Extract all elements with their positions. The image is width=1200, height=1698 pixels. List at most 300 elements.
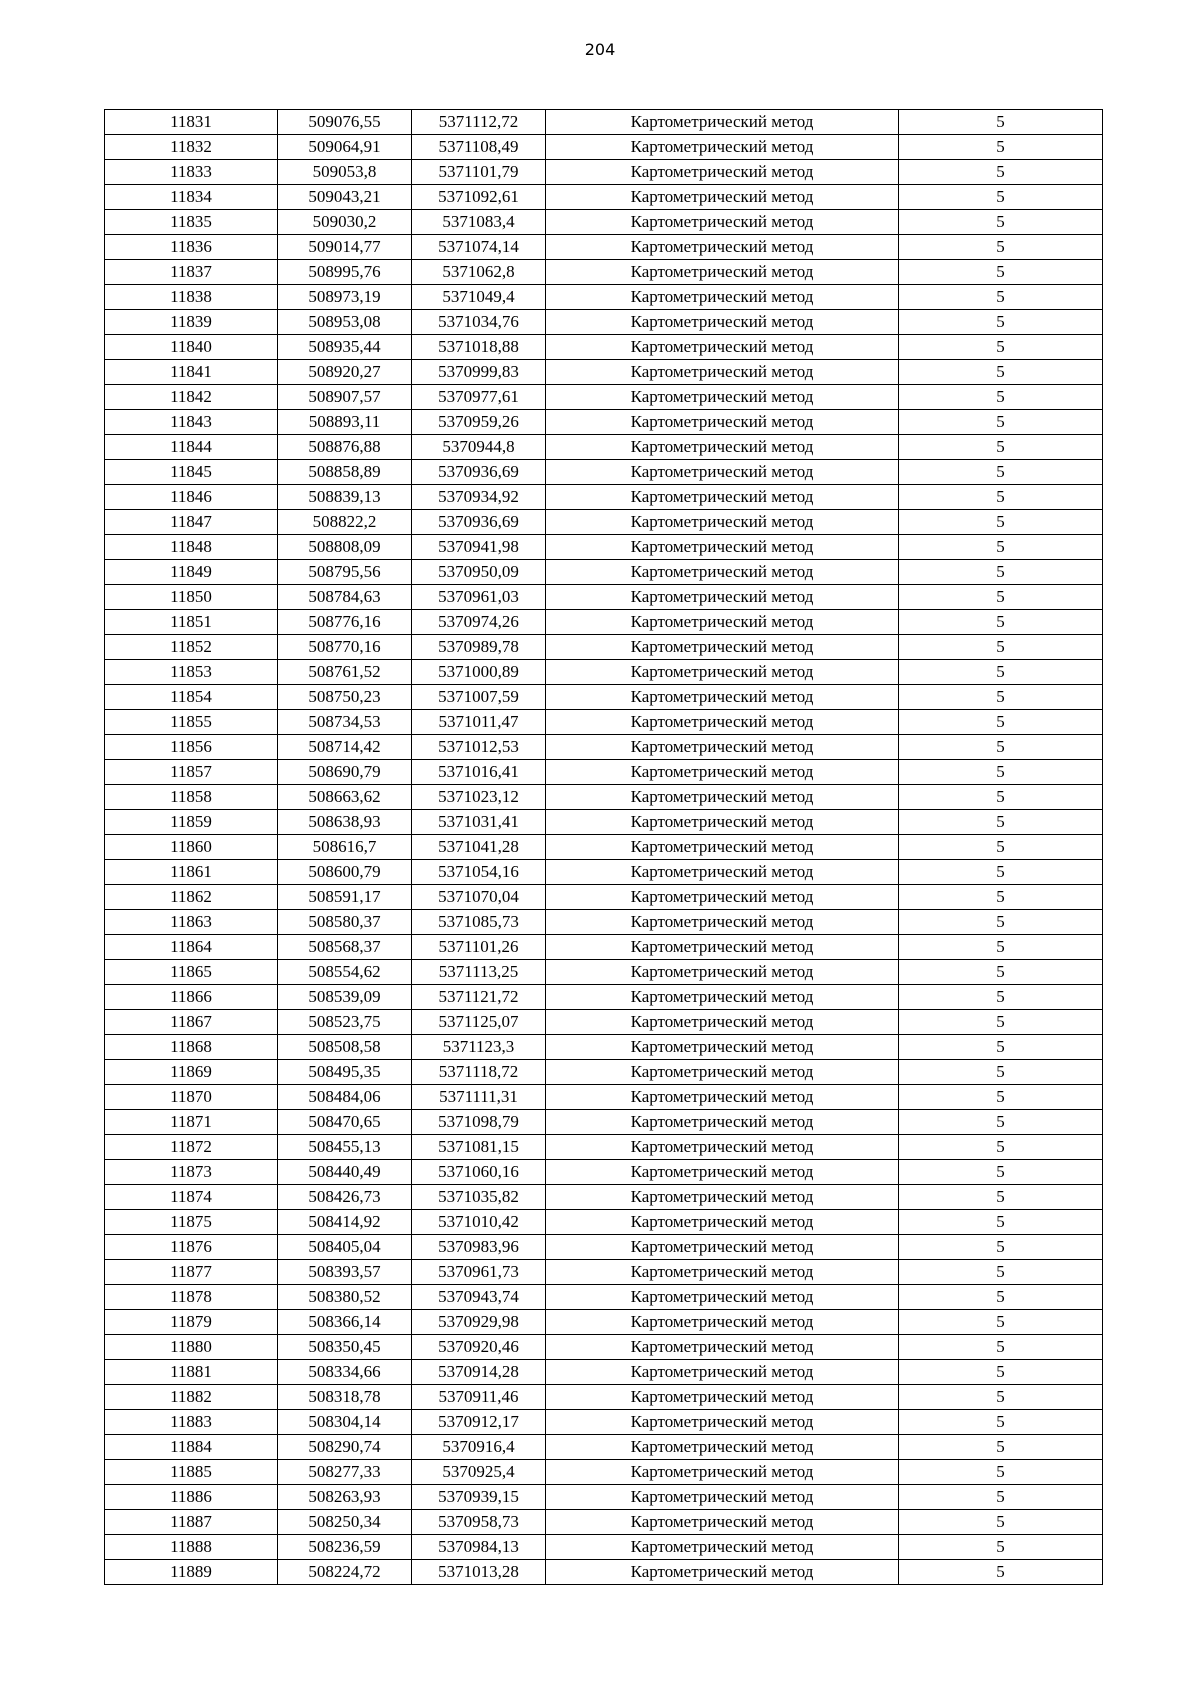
accuracy-cell: 5 [899,1485,1103,1510]
point-number-cell: 11836 [105,235,278,260]
y-coordinate-cell: 5370984,13 [412,1535,546,1560]
y-coordinate-cell: 5371121,72 [412,985,546,1010]
accuracy-cell: 5 [899,460,1103,485]
point-number-cell: 11854 [105,685,278,710]
y-coordinate-cell: 5371113,25 [412,960,546,985]
x-coordinate-cell: 508380,52 [278,1285,412,1310]
x-coordinate-cell: 508920,27 [278,360,412,385]
point-number-cell: 11856 [105,735,278,760]
point-number-cell: 11857 [105,760,278,785]
table-row [105,685,1103,710]
y-coordinate-cell: 5371101,79 [412,160,546,185]
y-coordinate-cell: 5370958,73 [412,1510,546,1535]
x-coordinate-cell: 508600,79 [278,860,412,885]
x-coordinate-cell: 508580,37 [278,910,412,935]
x-coordinate-cell: 508770,16 [278,635,412,660]
method-cell: Картометрический метод [546,585,899,610]
method-cell: Картометрический метод [546,360,899,385]
y-coordinate-cell: 5370911,46 [412,1385,546,1410]
x-coordinate-cell: 508761,52 [278,660,412,685]
accuracy-cell: 5 [899,135,1103,160]
x-coordinate-cell: 508495,35 [278,1060,412,1085]
table-row [105,235,1103,260]
accuracy-cell: 5 [899,1410,1103,1435]
x-coordinate-cell: 508426,73 [278,1185,412,1210]
x-coordinate-cell: 508290,74 [278,1435,412,1460]
table-row [105,1235,1103,1260]
table-row [105,210,1103,235]
method-cell: Картометрический метод [546,1510,899,1535]
table-row [105,1510,1103,1535]
table-row [105,960,1103,985]
table-row [105,310,1103,335]
accuracy-cell: 5 [899,810,1103,835]
x-coordinate-cell: 508318,78 [278,1385,412,1410]
x-coordinate-cell: 508440,49 [278,1160,412,1185]
table-row [105,360,1103,385]
x-coordinate-cell: 508263,93 [278,1485,412,1510]
method-cell: Картометрический метод [546,1110,899,1135]
method-cell: Картометрический метод [546,1560,899,1585]
point-number-cell: 11887 [105,1510,278,1535]
x-coordinate-cell: 508714,42 [278,735,412,760]
x-coordinate-cell: 508690,79 [278,760,412,785]
y-coordinate-cell: 5370943,74 [412,1285,546,1310]
method-cell: Картометрический метод [546,610,899,635]
x-coordinate-cell: 508663,62 [278,785,412,810]
accuracy-cell: 5 [899,1360,1103,1385]
y-coordinate-cell: 5371062,8 [412,260,546,285]
point-number-cell: 11846 [105,485,278,510]
accuracy-cell: 5 [899,385,1103,410]
x-coordinate-cell: 508508,58 [278,1035,412,1060]
method-cell: Картометрический метод [546,1360,899,1385]
y-coordinate-cell: 5371000,89 [412,660,546,685]
y-coordinate-cell: 5371007,59 [412,685,546,710]
x-coordinate-cell: 508784,63 [278,585,412,610]
table-row [105,510,1103,535]
accuracy-cell: 5 [899,710,1103,735]
method-cell: Картометрический метод [546,310,899,335]
method-cell: Картометрический метод [546,710,899,735]
method-cell: Картометрический метод [546,735,899,760]
method-cell: Картометрический метод [546,260,899,285]
table-row [105,1185,1103,1210]
y-coordinate-cell: 5371054,16 [412,860,546,885]
method-cell: Картометрический метод [546,110,899,135]
x-coordinate-cell: 508808,09 [278,535,412,560]
table-row [105,1160,1103,1185]
point-number-cell: 11881 [105,1360,278,1385]
x-coordinate-cell: 508907,57 [278,385,412,410]
method-cell: Картометрический метод [546,860,899,885]
accuracy-cell: 5 [899,285,1103,310]
table-row [105,1385,1103,1410]
accuracy-cell: 5 [899,610,1103,635]
method-cell: Картометрический метод [546,1010,899,1035]
table-row [105,185,1103,210]
method-cell: Картометрический метод [546,510,899,535]
point-number-cell: 11883 [105,1410,278,1435]
table-row [105,435,1103,460]
y-coordinate-cell: 5371125,07 [412,1010,546,1035]
y-coordinate-cell: 5370929,98 [412,1310,546,1335]
point-number-cell: 11888 [105,1535,278,1560]
accuracy-cell: 5 [899,160,1103,185]
method-cell: Картометрический метод [546,635,899,660]
point-number-cell: 11858 [105,785,278,810]
point-number-cell: 11861 [105,860,278,885]
method-cell: Картометрический метод [546,185,899,210]
accuracy-cell: 5 [899,1260,1103,1285]
point-number-cell: 11889 [105,1560,278,1585]
accuracy-cell: 5 [899,1510,1103,1535]
method-cell: Картометрический метод [546,335,899,360]
x-coordinate-cell: 508470,65 [278,1110,412,1135]
x-coordinate-cell: 508236,59 [278,1535,412,1560]
y-coordinate-cell: 5370983,96 [412,1235,546,1260]
y-coordinate-cell: 5371081,15 [412,1135,546,1160]
y-coordinate-cell: 5371013,28 [412,1560,546,1585]
table-row [105,785,1103,810]
accuracy-cell: 5 [899,1560,1103,1585]
point-number-cell: 11850 [105,585,278,610]
x-coordinate-cell: 508366,14 [278,1310,412,1335]
accuracy-cell: 5 [899,485,1103,510]
table-row [105,160,1103,185]
table-row [105,935,1103,960]
x-coordinate-cell: 508405,04 [278,1235,412,1260]
table-row [105,735,1103,760]
method-cell: Картометрический метод [546,135,899,160]
table-row [105,860,1103,885]
accuracy-cell: 5 [899,685,1103,710]
method-cell: Картометрический метод [546,985,899,1010]
method-cell: Картометрический метод [546,1210,899,1235]
y-coordinate-cell: 5370974,26 [412,610,546,635]
point-number-cell: 11864 [105,935,278,960]
y-coordinate-cell: 5371070,04 [412,885,546,910]
table-row [105,1285,1103,1310]
point-number-cell: 11862 [105,885,278,910]
point-number-cell: 11860 [105,835,278,860]
point-number-cell: 11870 [105,1085,278,1110]
method-cell: Картометрический метод [546,1435,899,1460]
method-cell: Картометрический метод [546,1185,899,1210]
table-row [105,810,1103,835]
y-coordinate-cell: 5371083,4 [412,210,546,235]
accuracy-cell: 5 [899,260,1103,285]
x-coordinate-cell: 508350,45 [278,1335,412,1360]
method-cell: Картометрический метод [546,1035,899,1060]
table-row [105,1360,1103,1385]
y-coordinate-cell: 5370999,83 [412,360,546,385]
point-number-cell: 11885 [105,1460,278,1485]
point-number-cell: 11853 [105,660,278,685]
x-coordinate-cell: 509064,91 [278,135,412,160]
accuracy-cell: 5 [899,860,1103,885]
table-row [105,910,1103,935]
point-number-cell: 11863 [105,910,278,935]
y-coordinate-cell: 5371023,12 [412,785,546,810]
table-row [105,885,1103,910]
y-coordinate-cell: 5371108,49 [412,135,546,160]
table-row [105,1085,1103,1110]
table-row [105,1260,1103,1285]
y-coordinate-cell: 5371118,72 [412,1060,546,1085]
method-cell: Картометрический метод [546,1235,899,1260]
accuracy-cell: 5 [899,1335,1103,1360]
y-coordinate-cell: 5371018,88 [412,335,546,360]
table-row [105,710,1103,735]
accuracy-cell: 5 [899,1110,1103,1135]
x-coordinate-cell: 508776,16 [278,610,412,635]
accuracy-cell: 5 [899,985,1103,1010]
table-row [105,635,1103,660]
accuracy-cell: 5 [899,585,1103,610]
table-row [105,560,1103,585]
x-coordinate-cell: 508554,62 [278,960,412,985]
table-row [105,285,1103,310]
table-row [105,1210,1103,1235]
point-number-cell: 11838 [105,285,278,310]
table-row [105,485,1103,510]
accuracy-cell: 5 [899,1210,1103,1235]
table-row [105,660,1103,685]
table-row [105,1310,1103,1335]
point-number-cell: 11841 [105,360,278,385]
accuracy-cell: 5 [899,1135,1103,1160]
point-number-cell: 11837 [105,260,278,285]
method-cell: Картометрический метод [546,960,899,985]
method-cell: Картометрический метод [546,1085,899,1110]
x-coordinate-cell: 508953,08 [278,310,412,335]
point-number-cell: 11852 [105,635,278,660]
table-row [105,135,1103,160]
x-coordinate-cell: 508334,66 [278,1360,412,1385]
x-coordinate-cell: 508638,93 [278,810,412,835]
y-coordinate-cell: 5370950,09 [412,560,546,585]
point-number-cell: 11835 [105,210,278,235]
table-row [105,1435,1103,1460]
x-coordinate-cell: 508973,19 [278,285,412,310]
method-cell: Картометрический метод [546,1335,899,1360]
method-cell: Картометрический метод [546,1060,899,1085]
y-coordinate-cell: 5371049,4 [412,285,546,310]
table-row [105,985,1103,1010]
method-cell: Картометрический метод [546,410,899,435]
accuracy-cell: 5 [899,1435,1103,1460]
accuracy-cell: 5 [899,110,1103,135]
x-coordinate-cell: 508414,92 [278,1210,412,1235]
accuracy-cell: 5 [899,410,1103,435]
accuracy-cell: 5 [899,760,1103,785]
y-coordinate-cell: 5370961,73 [412,1260,546,1285]
method-cell: Картометрический метод [546,910,899,935]
point-number-cell: 11851 [105,610,278,635]
x-coordinate-cell: 509030,2 [278,210,412,235]
method-cell: Картометрический метод [546,1160,899,1185]
x-coordinate-cell: 509043,21 [278,185,412,210]
y-coordinate-cell: 5371034,76 [412,310,546,335]
y-coordinate-cell: 5370936,69 [412,510,546,535]
y-coordinate-cell: 5371060,16 [412,1160,546,1185]
x-coordinate-cell: 508935,44 [278,335,412,360]
x-coordinate-cell: 508277,33 [278,1460,412,1485]
accuracy-cell: 5 [899,785,1103,810]
table-row [105,535,1103,560]
y-coordinate-cell: 5370912,17 [412,1410,546,1435]
point-number-cell: 11840 [105,335,278,360]
method-cell: Картометрический метод [546,785,899,810]
accuracy-cell: 5 [899,1185,1103,1210]
table-row [105,1110,1103,1135]
method-cell: Картометрический метод [546,535,899,560]
point-number-cell: 11843 [105,410,278,435]
x-coordinate-cell: 508616,7 [278,835,412,860]
accuracy-cell: 5 [899,885,1103,910]
y-coordinate-cell: 5371111,31 [412,1085,546,1110]
point-number-cell: 11849 [105,560,278,585]
point-number-cell: 11865 [105,960,278,985]
y-coordinate-cell: 5370959,26 [412,410,546,435]
table-row [105,610,1103,635]
method-cell: Картометрический метод [546,1135,899,1160]
x-coordinate-cell: 509053,8 [278,160,412,185]
point-number-cell: 11867 [105,1010,278,1035]
method-cell: Картометрический метод [546,1410,899,1435]
accuracy-cell: 5 [899,210,1103,235]
coordinates-table-body [105,110,1103,1585]
method-cell: Картометрический метод [546,1535,899,1560]
point-number-cell: 11831 [105,110,278,135]
method-cell: Картометрический метод [546,560,899,585]
x-coordinate-cell: 508568,37 [278,935,412,960]
x-coordinate-cell: 508795,56 [278,560,412,585]
table-row [105,1060,1103,1085]
x-coordinate-cell: 508734,53 [278,710,412,735]
method-cell: Картометрический метод [546,460,899,485]
table-row [105,460,1103,485]
point-number-cell: 11877 [105,1260,278,1285]
coordinates-table [104,109,1103,1585]
point-number-cell: 11845 [105,460,278,485]
method-cell: Картометрический метод [546,885,899,910]
y-coordinate-cell: 5370939,15 [412,1485,546,1510]
method-cell: Картометрический метод [546,485,899,510]
y-coordinate-cell: 5371031,41 [412,810,546,835]
accuracy-cell: 5 [899,360,1103,385]
y-coordinate-cell: 5370941,98 [412,535,546,560]
accuracy-cell: 5 [899,835,1103,860]
accuracy-cell: 5 [899,735,1103,760]
table-row [105,1535,1103,1560]
y-coordinate-cell: 5370989,78 [412,635,546,660]
point-number-cell: 11859 [105,810,278,835]
accuracy-cell: 5 [899,535,1103,560]
table-row [105,260,1103,285]
table-row [105,760,1103,785]
method-cell: Картометрический метод [546,1460,899,1485]
point-number-cell: 11876 [105,1235,278,1260]
x-coordinate-cell: 508822,2 [278,510,412,535]
method-cell: Картометрический метод [546,285,899,310]
table-row [105,1035,1103,1060]
accuracy-cell: 5 [899,935,1103,960]
y-coordinate-cell: 5371085,73 [412,910,546,935]
point-number-cell: 11886 [105,1485,278,1510]
point-number-cell: 11833 [105,160,278,185]
accuracy-cell: 5 [899,1160,1103,1185]
point-number-cell: 11880 [105,1335,278,1360]
x-coordinate-cell: 508539,09 [278,985,412,1010]
method-cell: Картометрический метод [546,235,899,260]
method-cell: Картометрический метод [546,435,899,460]
table-row [105,1560,1103,1585]
page-number: 204 [584,40,616,59]
y-coordinate-cell: 5371016,41 [412,760,546,785]
point-number-cell: 11871 [105,1110,278,1135]
point-number-cell: 11878 [105,1285,278,1310]
y-coordinate-cell: 5371101,26 [412,935,546,960]
y-coordinate-cell: 5370961,03 [412,585,546,610]
accuracy-cell: 5 [899,1060,1103,1085]
x-coordinate-cell: 508455,13 [278,1135,412,1160]
accuracy-cell: 5 [899,960,1103,985]
accuracy-cell: 5 [899,1010,1103,1035]
point-number-cell: 11875 [105,1210,278,1235]
y-coordinate-cell: 5371011,47 [412,710,546,735]
method-cell: Картометрический метод [546,385,899,410]
table-row [105,110,1103,135]
y-coordinate-cell: 5371123,3 [412,1035,546,1060]
y-coordinate-cell: 5371010,42 [412,1210,546,1235]
y-coordinate-cell: 5370977,61 [412,385,546,410]
accuracy-cell: 5 [899,335,1103,360]
y-coordinate-cell: 5370934,92 [412,485,546,510]
x-coordinate-cell: 508591,17 [278,885,412,910]
x-coordinate-cell: 508224,72 [278,1560,412,1585]
y-coordinate-cell: 5370920,46 [412,1335,546,1360]
x-coordinate-cell: 509014,77 [278,235,412,260]
point-number-cell: 11832 [105,135,278,160]
accuracy-cell: 5 [899,660,1103,685]
table-row [105,410,1103,435]
accuracy-cell: 5 [899,1385,1103,1410]
point-number-cell: 11884 [105,1435,278,1460]
y-coordinate-cell: 5371012,53 [412,735,546,760]
point-number-cell: 11842 [105,385,278,410]
method-cell: Картометрический метод [546,1260,899,1285]
accuracy-cell: 5 [899,635,1103,660]
y-coordinate-cell: 5371041,28 [412,835,546,860]
method-cell: Картометрический метод [546,935,899,960]
point-number-cell: 11855 [105,710,278,735]
accuracy-cell: 5 [899,560,1103,585]
method-cell: Картометрический метод [546,660,899,685]
table-row [105,585,1103,610]
method-cell: Картометрический метод [546,760,899,785]
y-coordinate-cell: 5371074,14 [412,235,546,260]
accuracy-cell: 5 [899,310,1103,335]
accuracy-cell: 5 [899,1085,1103,1110]
table-row [105,1135,1103,1160]
table-row [105,1485,1103,1510]
y-coordinate-cell: 5371098,79 [412,1110,546,1135]
method-cell: Картометрический метод [546,1385,899,1410]
point-number-cell: 11869 [105,1060,278,1085]
x-coordinate-cell: 508523,75 [278,1010,412,1035]
